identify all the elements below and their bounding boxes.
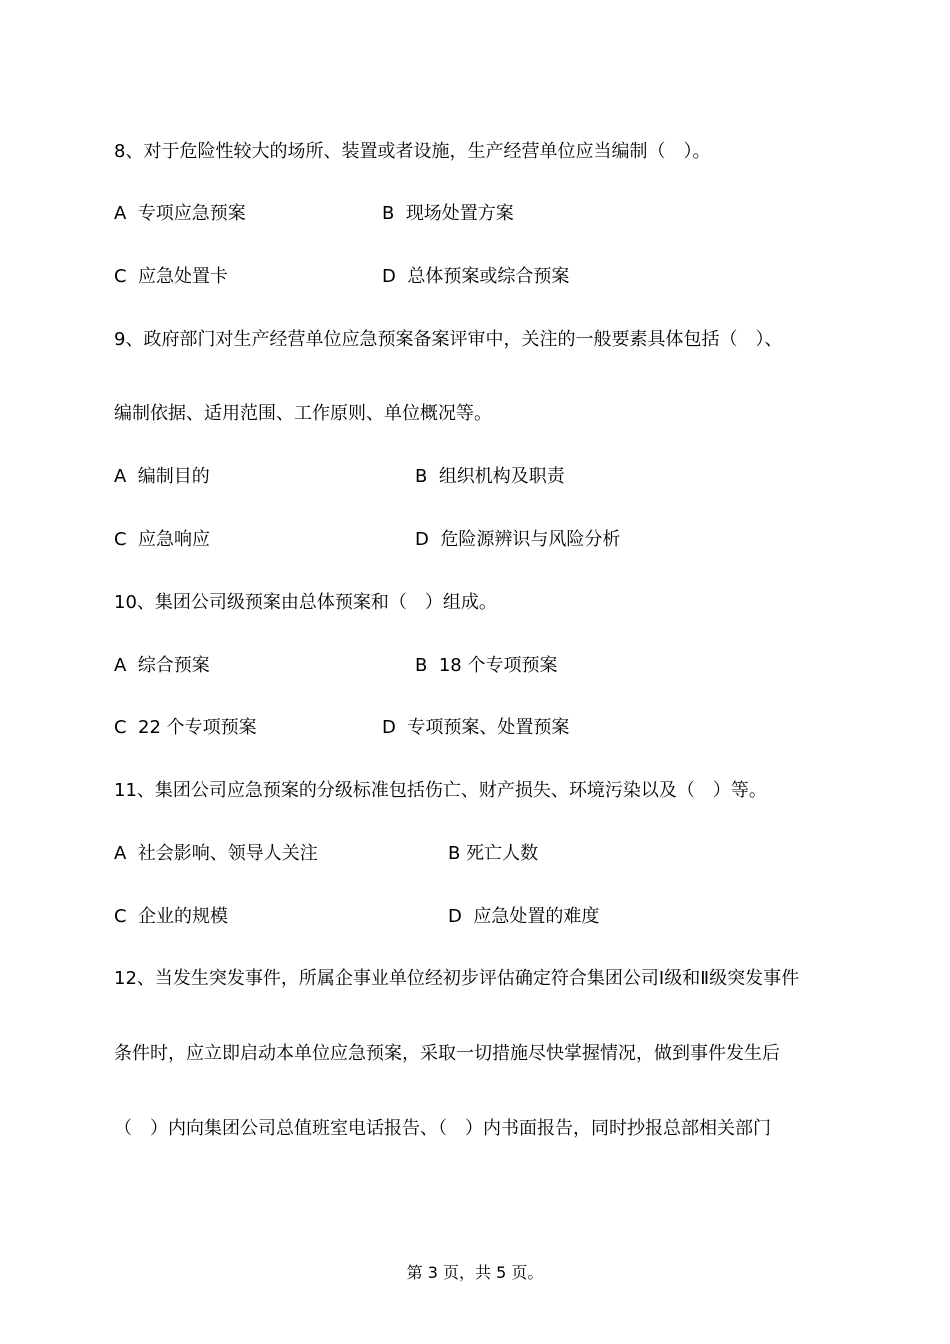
option-letter: A	[114, 843, 127, 864]
option-text: 18 个专项预案	[438, 655, 558, 676]
option-text: 应急响应	[138, 529, 211, 550]
q11-option-a	[114, 842, 318, 866]
option-letter: B	[415, 466, 428, 487]
question-12-stem-line-1: 12、当发生突发事件，所属企事业单位经初步评估确定符合集团公司Ⅰ级和Ⅱ级突发事件	[114, 968, 800, 989]
option-text: 死亡人数	[466, 843, 539, 864]
option-letter: C	[114, 906, 127, 927]
q9-option-d	[415, 528, 620, 552]
option-letter: A	[114, 466, 127, 487]
option-text: 企业的规模	[138, 906, 229, 927]
option-letter: D	[382, 266, 396, 287]
option-text: 22 个专项预案	[138, 717, 257, 738]
q8-option-b	[382, 202, 514, 226]
option-letter: A	[114, 203, 127, 224]
q11-option-c	[114, 905, 228, 929]
option-letter: D	[415, 529, 429, 550]
option-letter: B	[448, 843, 461, 864]
question-8-stem: 8、对于危险性较大的场所、装置或者设施，生产经营单位应当编制（ ）。	[114, 141, 711, 162]
q8-option-c	[114, 265, 228, 289]
option-letter: A	[114, 655, 127, 676]
option-text: 社会影响、领导人关注	[137, 843, 318, 864]
question-11-stem: 11、集团公司应急预案的分级标准包括伤亡、财产损失、环境污染以及（ ）等。	[114, 780, 767, 801]
q10-option-d	[382, 716, 569, 740]
option-letter: C	[114, 529, 127, 550]
q10-option-c	[114, 716, 257, 740]
question-12-stem-line-2: 条件时，应立即启动本单位应急预案，采取一切措施尽快掌握情况，做到事件发生后	[114, 1043, 780, 1064]
q11-option-b	[448, 842, 538, 866]
option-text: 综合预案	[137, 655, 210, 676]
option-letter: C	[114, 266, 127, 287]
page-footer: 第 3 页，共 5 页。	[406, 1263, 544, 1282]
option-letter: D	[448, 906, 462, 927]
option-letter: C	[114, 717, 127, 738]
q10-option-b	[415, 654, 557, 678]
q9-option-a	[114, 465, 210, 489]
option-text: 应急处置卡	[138, 266, 229, 287]
option-text: 编制目的	[137, 466, 210, 487]
q8-option-d	[382, 265, 569, 289]
option-letter: B	[415, 655, 428, 676]
q8-option-a	[114, 202, 246, 226]
option-letter: D	[382, 717, 396, 738]
question-9-stem-line-2: 编制依据、适用范围、工作原则、单位概况等。	[114, 403, 492, 424]
q9-option-c	[114, 528, 210, 552]
q9-option-b	[415, 465, 565, 489]
option-text: 危险源辨识与风险分析	[440, 529, 621, 550]
option-text: 专项应急预案	[137, 203, 246, 224]
question-12-stem-line-3: （ ）内向集团公司总值班室电话报告、（ ）内书面报告，同时抄报总部相关部门	[114, 1118, 771, 1139]
option-text: 专项预案、处置预案	[407, 717, 570, 738]
q10-option-a	[114, 654, 210, 678]
option-text: 应急处置的难度	[473, 906, 600, 927]
q11-option-d	[448, 905, 599, 929]
question-10-stem: 10、集团公司级预案由总体预案和（ ）组成。	[114, 592, 497, 613]
option-text: 总体预案或综合预案	[407, 266, 570, 287]
option-text: 组织机构及职责	[438, 466, 565, 487]
option-text: 现场处置方案	[405, 203, 514, 224]
question-9-stem-line-1: 9、政府部门对生产经营单位应急预案备案评审中，关注的一般要素具体包括（ ）、	[114, 329, 783, 350]
option-letter: B	[382, 203, 395, 224]
